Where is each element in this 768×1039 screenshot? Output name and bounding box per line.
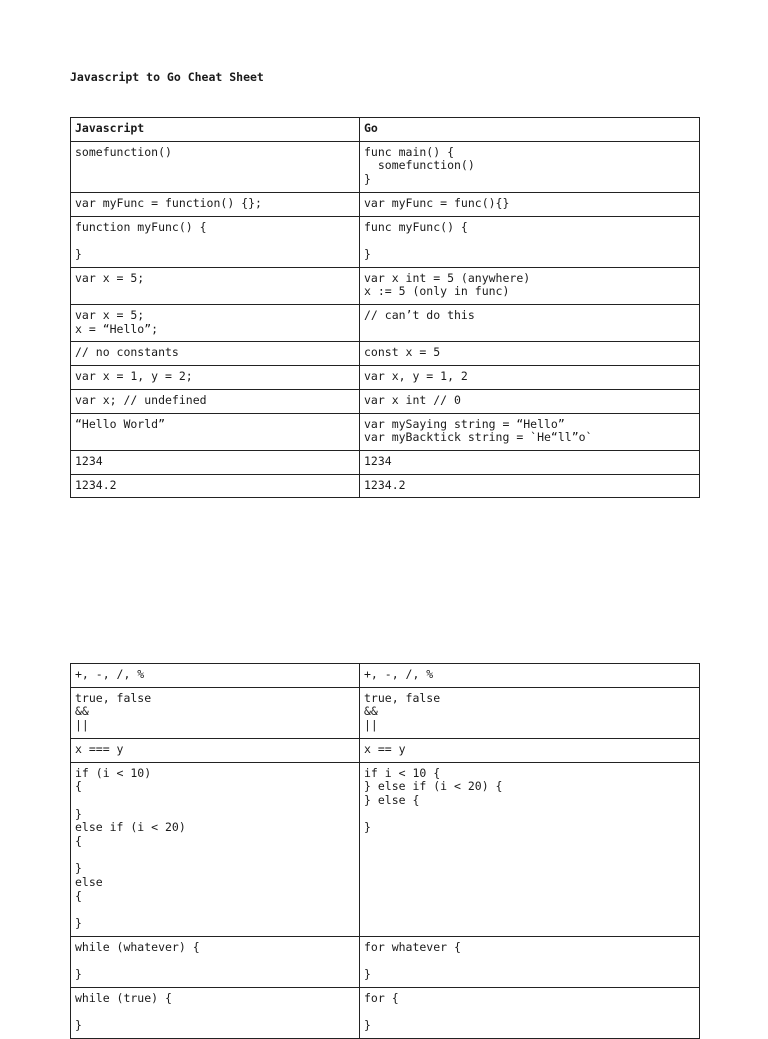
js-cell: var x = 5; x = “Hello”; <box>71 305 360 342</box>
table-header-row <box>71 118 700 142</box>
js-cell: 1234 <box>71 450 360 474</box>
table-row <box>71 450 700 474</box>
table-row <box>71 988 700 1039</box>
js-cell: x === y <box>71 738 360 762</box>
go-cell: var myFunc = func(){} <box>360 192 700 216</box>
js-cell: while (whatever) { } <box>71 936 360 987</box>
table-row <box>71 366 700 390</box>
table-row <box>71 305 700 342</box>
js-cell: true, false && || <box>71 687 360 738</box>
go-cell: var mySaying string = “Hello” var myBacktick string = `He“ll”o` <box>360 413 700 450</box>
js-cell: if (i < 10) { } else if (i < 20) { } else { } <box>71 762 360 936</box>
go-cell: 1234 <box>360 450 700 474</box>
table-row <box>71 141 700 192</box>
js-cell: var x = 1, y = 2; <box>71 366 360 390</box>
go-cell: 1234.2 <box>360 474 700 498</box>
header-javascript: Javascript <box>71 118 360 142</box>
table-row <box>71 762 700 936</box>
table-row <box>71 267 700 304</box>
go-cell: const x = 5 <box>360 342 700 366</box>
js-cell: var x; // undefined <box>71 389 360 413</box>
table-row <box>71 192 700 216</box>
js-cell: var x = 5; <box>71 267 360 304</box>
table-row <box>71 738 700 762</box>
js-cell: while (true) { } <box>71 988 360 1039</box>
table-row <box>71 413 700 450</box>
table-row <box>71 936 700 987</box>
table-row <box>71 342 700 366</box>
go-cell: var x, y = 1, 2 <box>360 366 700 390</box>
table-row <box>71 474 700 498</box>
table-row <box>71 216 700 267</box>
go-cell: // can’t do this <box>360 305 700 342</box>
go-cell: for whatever { } <box>360 936 700 987</box>
go-cell: func main() { somefunction() } <box>360 141 700 192</box>
go-cell: func myFunc() { } <box>360 216 700 267</box>
go-cell: +, -, /, % <box>360 664 700 688</box>
js-cell: // no constants <box>71 342 360 366</box>
go-cell: for { } <box>360 988 700 1039</box>
go-cell: var x int // 0 <box>360 389 700 413</box>
comparison-table-2 <box>70 663 700 1039</box>
go-cell: x == y <box>360 738 700 762</box>
js-cell: function myFunc() { } <box>71 216 360 267</box>
table-row <box>71 389 700 413</box>
js-cell: var myFunc = function() {}; <box>71 192 360 216</box>
js-cell: 1234.2 <box>71 474 360 498</box>
table-row <box>71 664 700 688</box>
header-go: Go <box>360 118 700 142</box>
js-cell: +, -, /, % <box>71 664 360 688</box>
go-cell: true, false && || <box>360 687 700 738</box>
comparison-table-1 <box>70 117 700 498</box>
js-cell: somefunction() <box>71 141 360 192</box>
page-title: Javascript to Go Cheat Sheet <box>70 70 264 84</box>
js-cell: “Hello World” <box>71 413 360 450</box>
go-cell: if i < 10 { } else if (i < 20) { } else { } <box>360 762 700 936</box>
table-row <box>71 687 700 738</box>
go-cell: var x int = 5 (anywhere) x := 5 (only in func) <box>360 267 700 304</box>
